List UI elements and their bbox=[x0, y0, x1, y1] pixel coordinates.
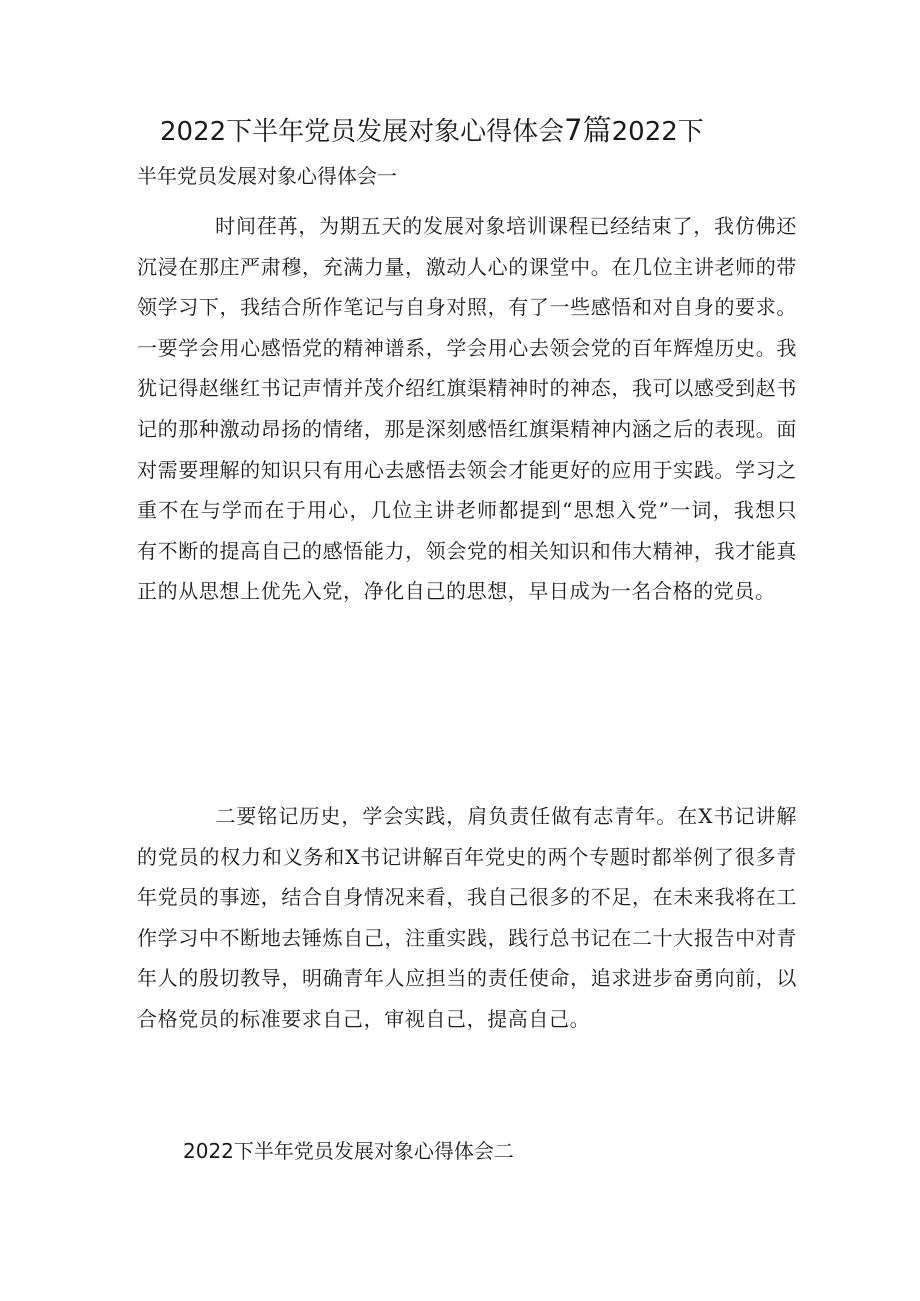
title-part2: 篇 bbox=[582, 113, 612, 147]
title-number: 7 bbox=[564, 113, 583, 147]
paragraph-2-text: 二要铭记历史，学会实践，肩负责任做有志青年。在X书记讲解的党员的权力和义务和X书记讲解百年党史的两个专题时都举例了很多青年党员的事迹，结合自身情况来看，我自己很多的不足，在未来我将在工作学习中不断地去锤炼自己，注重实践，践行总书记在二十大报告中对青年人的殷切教导，明确青年人应担当的责任使命，追求进步奋勇向前，以合格党员的标准要求自己，审视自己，提高自己。 bbox=[137, 804, 797, 1031]
paragraph-1 bbox=[137, 206, 797, 612]
document-title bbox=[160, 112, 800, 150]
document-title-continued: 半年党员发展对象心得体会一 bbox=[137, 164, 397, 188]
paragraph-1-text: 时间荏苒，为期五天的发展对象培训课程已经结束了，我仿佛还沉浸在那庄严肃穆，充满力量，激动人心的课堂中。在几位主讲老师的带领学习下，我结合所作笔记与自身对照，有了一些感悟和对自身的要求。一要学会用心感悟党的精神谱系，学会用心去领会党的百年辉煌历史。我犹记得赵继红书记声情并茂介绍红旗渠精神时的神态，我可以感受到赵书记的那种激动昂扬的情绪，那是深刻感悟红旗渠精神内涵之后的表现。面对需要理解的知识只有用心去感悟去领会才能更好的应用于实践。学习之重不在与学而在于用心，几位主讲老师都提到“思想入党”一词，我想只有不断的提高自己的感悟能力，领会党的相关知识和伟大精神，我才能真正的从思想上优先入党，净化自己的思想，早日成为一名合格的党员。 bbox=[137, 214, 797, 604]
title-part3: 2022下 bbox=[611, 117, 704, 147]
title-part1: 2022下半年党员发展对象心得体会 bbox=[160, 117, 565, 147]
section-heading-2: 2022下半年党员发展对象心得体会二 bbox=[183, 1139, 514, 1163]
paragraph-2 bbox=[137, 796, 797, 1040]
